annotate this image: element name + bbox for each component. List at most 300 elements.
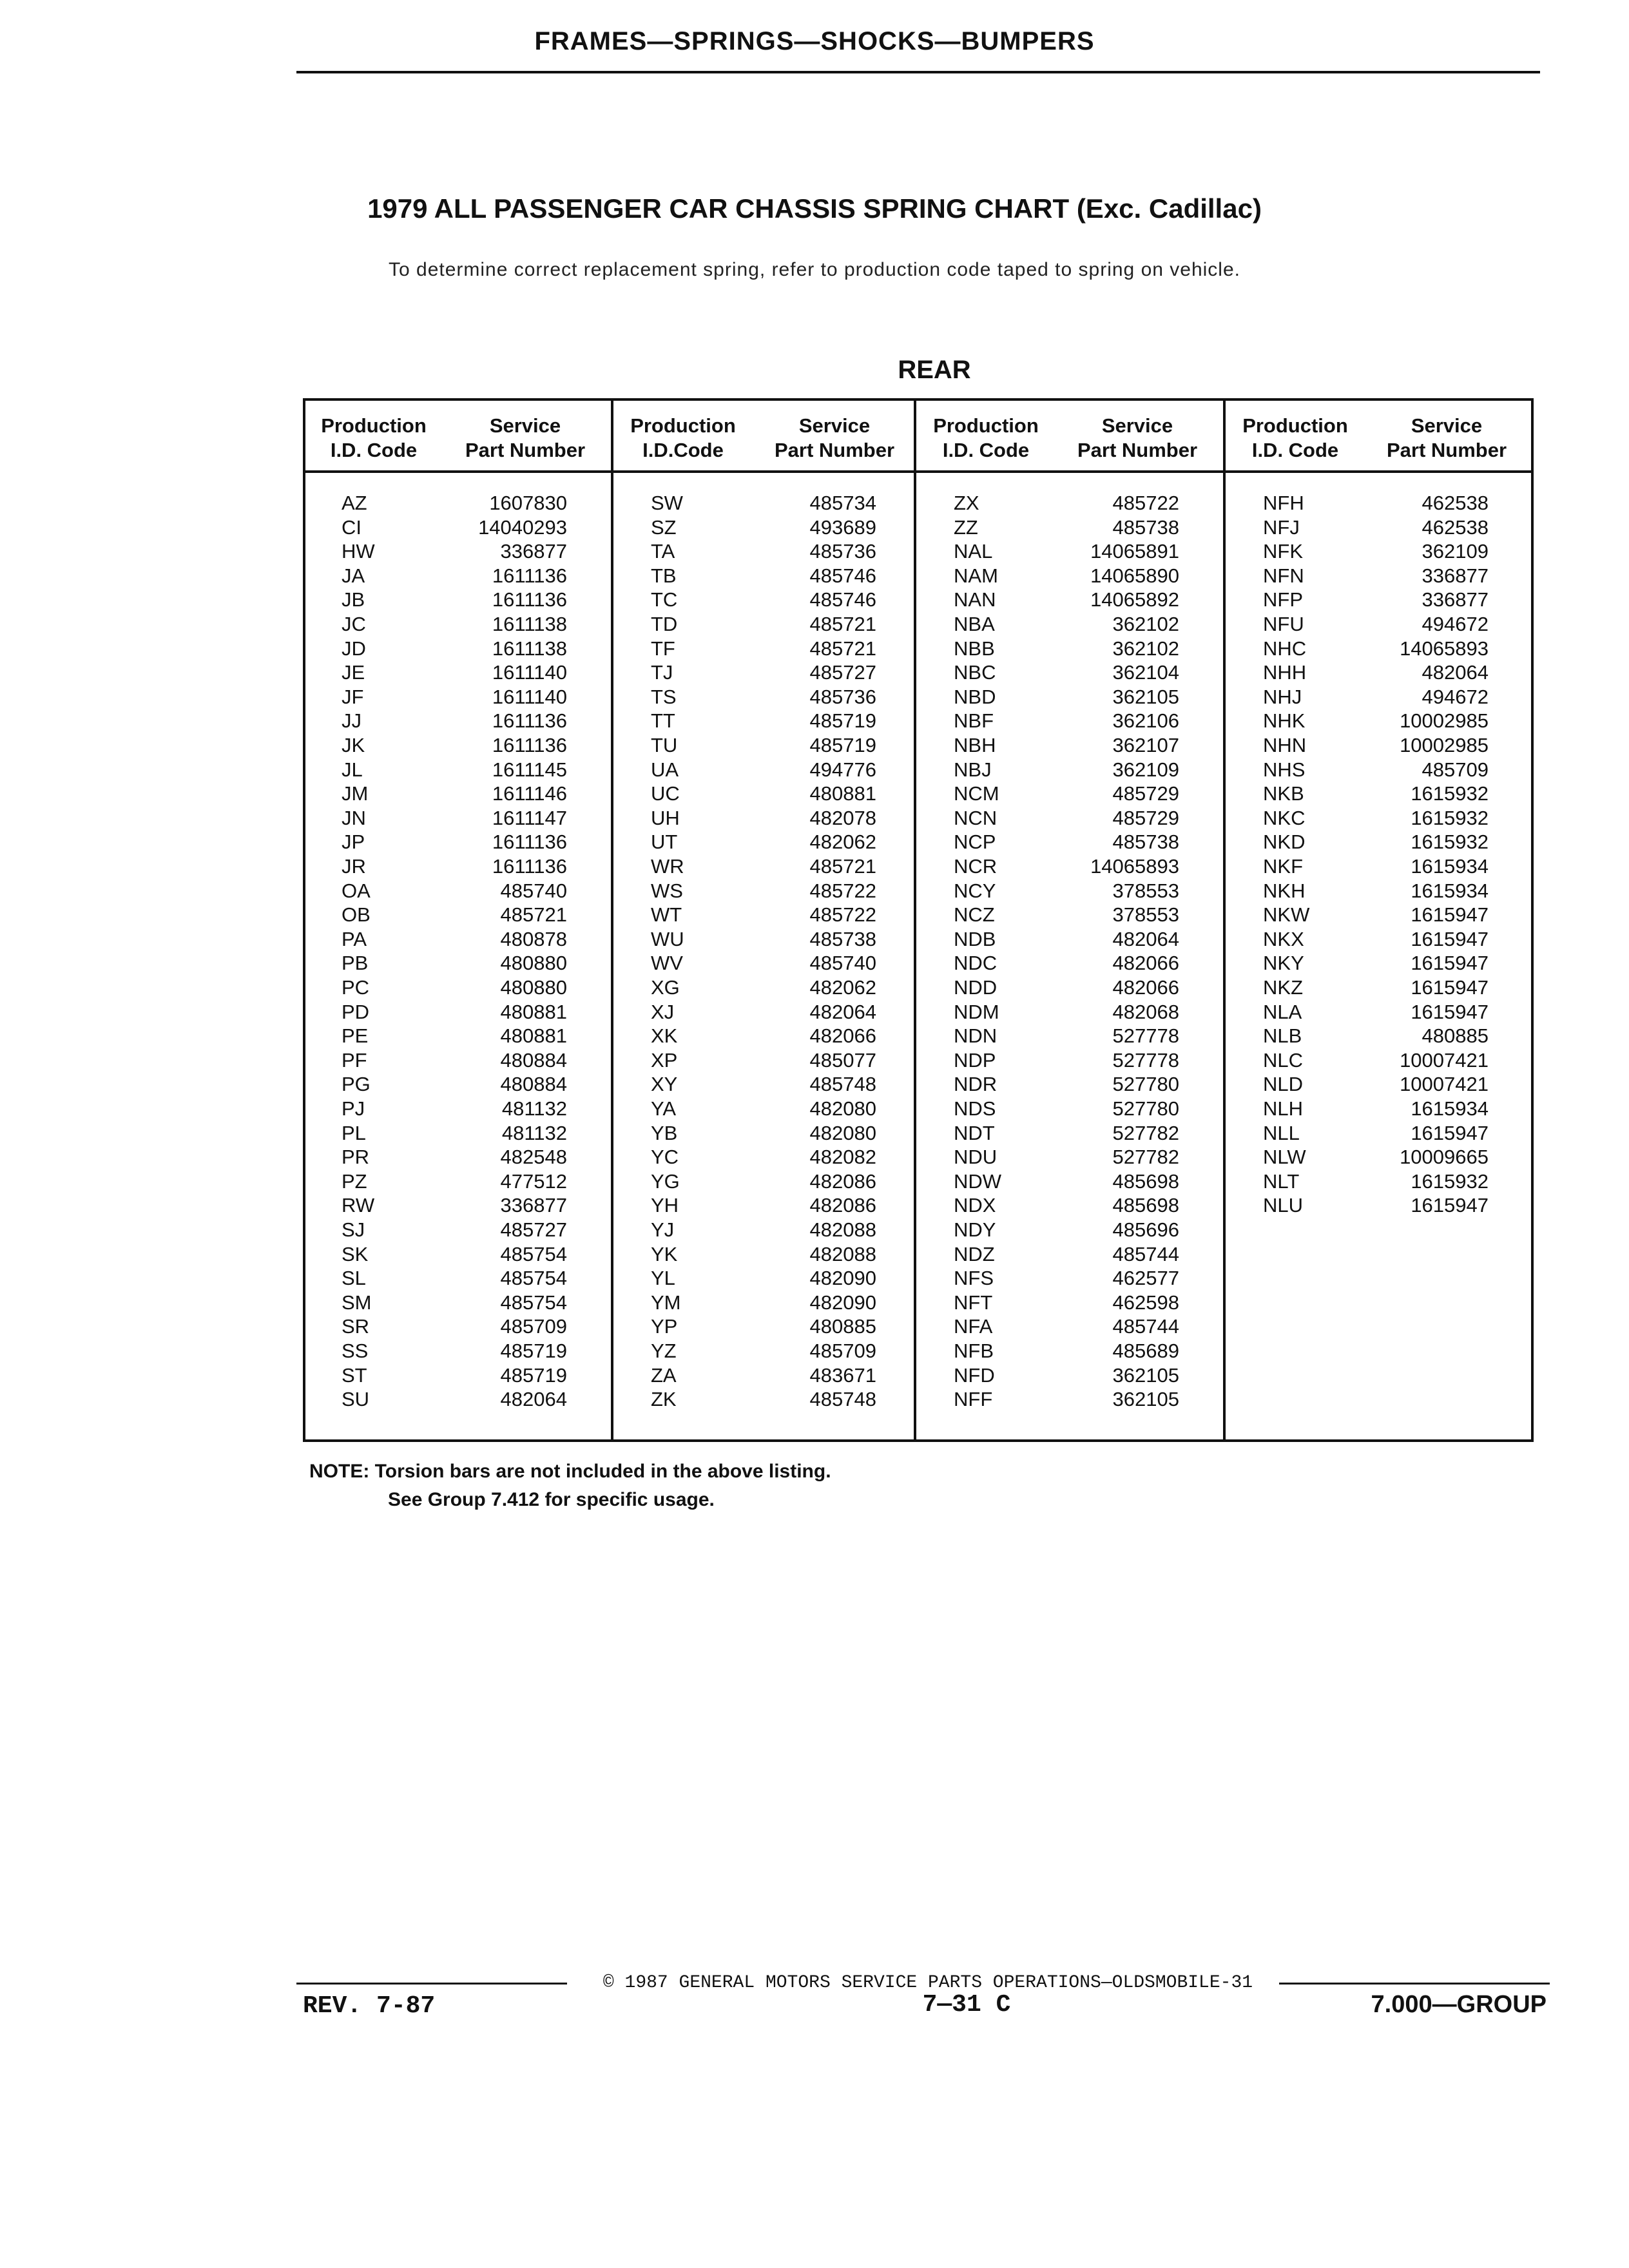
- part-number-cell: 14065891: [1090, 540, 1179, 563]
- production-code-cell: NKB: [1263, 782, 1304, 805]
- production-code-cell: NLB: [1263, 1024, 1302, 1048]
- production-code-cell: NHK: [1263, 709, 1306, 733]
- production-code-cell: NDX: [954, 1194, 996, 1217]
- production-code-cell: TF: [651, 637, 675, 660]
- part-number-cell: 485709: [500, 1315, 567, 1338]
- part-number-cell: 480878: [500, 927, 567, 950]
- part-number-cell: 1611136: [492, 734, 567, 756]
- part-number-cell: 482066: [1112, 952, 1179, 975]
- note-label: NOTE:: [309, 1461, 370, 1482]
- part-number-cell: 477512: [500, 1169, 567, 1193]
- part-number-cell: 378553: [1112, 903, 1179, 927]
- production-code-cell: SJ: [342, 1218, 365, 1241]
- part-number-cell: 485721: [809, 855, 876, 878]
- production-code-cell: XJ: [651, 1000, 675, 1023]
- part-number-cell: 378553: [1112, 879, 1179, 902]
- production-code-cell: PC: [342, 976, 370, 999]
- part-number-cell: 1611138: [492, 613, 567, 635]
- production-code-cell: WR: [651, 855, 684, 878]
- part-number-cell: 1611147: [492, 806, 567, 829]
- part-number-cell: 485736: [809, 540, 876, 563]
- production-code-cell: PA: [342, 927, 367, 950]
- production-code-cell: YM: [651, 1291, 681, 1314]
- production-code-cell: SW: [651, 492, 683, 514]
- production-code-cell: CI: [342, 515, 361, 539]
- part-number-cell: 485696: [1112, 1218, 1179, 1241]
- production-code-cell: NFB: [954, 1340, 994, 1362]
- part-number-cell: 14065893: [1400, 637, 1489, 660]
- footer-copyright: © 1987 GENERAL MOTORS SERVICE PARTS OPERATIONS—OLDSMOBILE-31: [602, 1973, 1253, 1993]
- part-number-cell: 482066: [809, 1024, 876, 1048]
- header-rule: [1224, 470, 1534, 473]
- part-number-cell: 1611136: [492, 709, 567, 733]
- part-number-cell: 482064: [1422, 661, 1489, 684]
- part-number-cell: 14065892: [1090, 588, 1179, 611]
- header-rule: [303, 470, 612, 473]
- part-number-cell: 485709: [809, 1340, 876, 1362]
- production-code-cell: JC: [342, 613, 366, 635]
- part-number-cell: 1611140: [492, 661, 567, 684]
- production-code-cell: PL: [342, 1121, 366, 1144]
- production-code-cell: YH: [651, 1194, 679, 1217]
- part-number-cell: 462598: [1112, 1291, 1179, 1314]
- production-code-cell: AZ: [342, 492, 367, 514]
- part-number-cell: 485754: [500, 1267, 567, 1290]
- production-code-cell: PD: [342, 1000, 370, 1023]
- part-number-cell: 1611136: [492, 855, 567, 878]
- production-code-cell: TJ: [651, 661, 673, 684]
- part-number-cell: 481132: [501, 1097, 567, 1120]
- production-code-cell: SL: [342, 1267, 366, 1290]
- production-code-cell: NFD: [954, 1363, 995, 1387]
- production-code-cell: NDB: [954, 927, 996, 950]
- production-code-cell: TD: [651, 613, 678, 635]
- part-number-cell: 336877: [500, 1194, 567, 1217]
- header-rule: [915, 470, 1224, 473]
- part-number-cell: 482090: [809, 1291, 876, 1314]
- part-number-cell: 480881: [500, 1024, 567, 1048]
- production-code-cell: NLT: [1263, 1169, 1300, 1193]
- production-code-cell: WT: [651, 903, 682, 927]
- part-number-cell: 485754: [500, 1242, 567, 1265]
- production-code-cell: NCY: [954, 879, 996, 902]
- part-number-cell: 482068: [1112, 1000, 1179, 1023]
- part-number-cell: 482062: [809, 976, 876, 999]
- part-number-cell: 485719: [809, 709, 876, 733]
- production-code-cell: NKH: [1263, 879, 1306, 902]
- part-number-cell: 527778: [1112, 1048, 1179, 1072]
- production-code-cell: NFP: [1263, 588, 1303, 611]
- production-code-cell: NCR: [954, 855, 998, 878]
- column-header-line: Production: [630, 414, 736, 437]
- part-number-cell: 14065893: [1090, 855, 1179, 878]
- chart-title: 1979 ALL PASSENGER CAR CHASSIS SPRING CHART (Exc. Cadillac): [367, 193, 1262, 224]
- part-number-cell: 1611140: [492, 685, 567, 708]
- part-number-cell: 527782: [1112, 1146, 1179, 1169]
- part-number-cell: 1607830: [489, 492, 567, 514]
- part-number-cell: 462577: [1112, 1267, 1179, 1290]
- production-code-cell: NDP: [954, 1048, 996, 1072]
- column-header-line: Service: [1101, 414, 1173, 437]
- column-header-line: Service: [798, 414, 871, 437]
- part-number-cell: 485744: [1112, 1315, 1179, 1338]
- part-number-cell: 1611145: [492, 758, 567, 781]
- production-code-cell: NBD: [954, 685, 996, 708]
- part-number-cell: 480885: [1422, 1024, 1489, 1048]
- production-code-cell: TT: [651, 709, 675, 733]
- production-code-cell: NAL: [954, 540, 993, 563]
- production-code-cell: SM: [342, 1291, 372, 1314]
- production-code-cell: NCZ: [954, 903, 995, 927]
- part-number-cell: 482086: [809, 1169, 876, 1193]
- production-code-cell: ZA: [651, 1363, 677, 1387]
- part-number-cell: 480885: [809, 1315, 876, 1338]
- production-code-cell: NHN: [1263, 734, 1307, 756]
- production-code-cell: YP: [651, 1315, 678, 1338]
- column-header-line: Production: [321, 414, 427, 437]
- production-code-cell: JA: [342, 564, 365, 587]
- production-code-cell: PB: [342, 952, 369, 975]
- part-number-cell: 1615934: [1411, 1097, 1489, 1120]
- production-code-cell: UC: [651, 782, 680, 805]
- production-code-cell: ZX: [954, 492, 979, 514]
- column-divider: [611, 398, 613, 1442]
- production-code-cell: UT: [651, 831, 678, 854]
- production-code-cell: PE: [342, 1024, 369, 1048]
- column-header-line: Production: [933, 414, 1039, 437]
- part-number-cell: 485698: [1112, 1169, 1179, 1193]
- part-number-cell: 10007421: [1400, 1048, 1489, 1072]
- part-number-cell: 362104: [1112, 661, 1179, 684]
- production-code-cell: NDN: [954, 1024, 998, 1048]
- column-header-production-code: [921, 414, 1050, 463]
- production-code-cell: RW: [342, 1194, 375, 1217]
- part-number-cell: 1615947: [1411, 1121, 1489, 1144]
- production-code-cell: NLH: [1263, 1097, 1304, 1120]
- production-code-cell: SU: [342, 1388, 370, 1411]
- part-number-cell: 1611146: [492, 782, 567, 805]
- part-number-cell: 336877: [500, 540, 567, 563]
- part-number-cell: 362105: [1112, 1388, 1179, 1411]
- part-number-cell: 1611136: [492, 564, 567, 587]
- production-code-cell: NLW: [1263, 1146, 1306, 1169]
- part-number-cell: 482082: [809, 1146, 876, 1169]
- production-code-cell: TB: [651, 564, 677, 587]
- production-code-cell: JE: [342, 661, 365, 684]
- part-number-cell: 10007421: [1400, 1073, 1489, 1096]
- column-header-line: Service: [489, 414, 561, 437]
- footer-group: 7.000—GROUP: [1371, 1991, 1547, 2018]
- production-code-cell: SR: [342, 1315, 370, 1338]
- column-header-line: Part Number: [774, 439, 895, 461]
- part-number-cell: 485744: [1112, 1242, 1179, 1265]
- column-header-production-code: [1231, 414, 1360, 463]
- column-header-line: Part Number: [1386, 439, 1507, 461]
- production-code-cell: NFS: [954, 1267, 994, 1290]
- part-number-cell: 14040293: [478, 515, 567, 539]
- production-code-cell: NFA: [954, 1315, 993, 1338]
- part-number-cell: 494672: [1422, 685, 1489, 708]
- production-code-cell: NDU: [954, 1146, 998, 1169]
- production-code-cell: WV: [651, 952, 683, 975]
- part-number-cell: 482090: [809, 1267, 876, 1290]
- part-number-cell: 485738: [809, 927, 876, 950]
- part-number-cell: 1615934: [1411, 855, 1489, 878]
- footer-page-number: 7—31 C: [922, 1991, 1011, 2019]
- production-code-cell: NBJ: [954, 758, 992, 781]
- part-number-cell: 362109: [1112, 758, 1179, 781]
- part-number-cell: 485748: [809, 1073, 876, 1096]
- production-code-cell: NDC: [954, 952, 998, 975]
- column-divider: [1223, 398, 1226, 1442]
- production-code-cell: OB: [342, 903, 371, 927]
- footer-revision: REV. 7-87: [303, 1992, 436, 2020]
- part-number-cell: 485740: [500, 879, 567, 902]
- production-code-cell: SS: [342, 1340, 369, 1362]
- part-number-cell: 483671: [809, 1363, 876, 1387]
- part-number-cell: 485689: [1112, 1340, 1179, 1362]
- production-code-cell: NLD: [1263, 1073, 1304, 1096]
- production-code-cell: NDD: [954, 976, 998, 999]
- production-code-cell: NHJ: [1263, 685, 1302, 708]
- production-code-cell: NHS: [1263, 758, 1306, 781]
- production-code-cell: NBH: [954, 734, 996, 756]
- production-code-cell: NDS: [954, 1097, 996, 1120]
- production-code-cell: NFJ: [1263, 515, 1300, 539]
- production-code-cell: UA: [651, 758, 679, 781]
- part-number-cell: 480880: [500, 976, 567, 999]
- part-number-cell: 481132: [501, 1121, 567, 1144]
- part-number-cell: 485748: [809, 1388, 876, 1411]
- column-divider: [914, 398, 916, 1442]
- part-number-cell: 362109: [1422, 540, 1489, 563]
- part-number-cell: 1615934: [1411, 879, 1489, 902]
- production-code-cell: ST: [342, 1363, 367, 1387]
- production-code-cell: PZ: [342, 1169, 367, 1193]
- column-header-line: I.D. Code: [942, 439, 1030, 461]
- part-number-cell: 485736: [809, 685, 876, 708]
- production-code-cell: NDW: [954, 1169, 1002, 1193]
- part-number-cell: 527778: [1112, 1024, 1179, 1048]
- production-code-cell: NCM: [954, 782, 999, 805]
- production-code-cell: NFF: [954, 1388, 993, 1411]
- part-number-cell: 485722: [809, 879, 876, 902]
- production-code-cell: NDZ: [954, 1242, 995, 1265]
- production-code-cell: JB: [342, 588, 365, 611]
- production-code-cell: SZ: [651, 515, 677, 539]
- part-number-cell: 10002985: [1400, 734, 1489, 756]
- header-divider: [296, 71, 1540, 73]
- production-code-cell: NFN: [1263, 564, 1304, 587]
- production-code-cell: NBC: [954, 661, 996, 684]
- part-number-cell: 485727: [500, 1218, 567, 1241]
- part-number-cell: 462538: [1422, 515, 1489, 539]
- production-code-cell: JD: [342, 637, 366, 660]
- part-number-cell: 10002985: [1400, 709, 1489, 733]
- production-code-cell: PF: [342, 1048, 367, 1072]
- column-header-line: I.D.Code: [642, 439, 724, 461]
- production-code-cell: NBF: [954, 709, 994, 733]
- chart-instructions: To determine correct replacement spring, refer to production code taped to spring on vehicle.: [388, 259, 1240, 280]
- part-number-cell: 1615932: [1411, 831, 1489, 854]
- production-code-cell: UH: [651, 806, 680, 829]
- part-number-cell: 485738: [1112, 515, 1179, 539]
- part-number-cell: 1611138: [492, 637, 567, 660]
- production-code-cell: JM: [342, 782, 369, 805]
- column-header-service-part: [1366, 414, 1527, 463]
- production-code-cell: JJ: [342, 709, 361, 733]
- part-number-cell: 494672: [1422, 613, 1489, 635]
- production-code-cell: JK: [342, 734, 365, 756]
- part-number-cell: 480881: [809, 782, 876, 805]
- part-number-cell: 482064: [809, 1000, 876, 1023]
- production-code-cell: NFH: [1263, 492, 1304, 514]
- part-number-cell: 527782: [1112, 1121, 1179, 1144]
- part-number-cell: 336877: [1422, 564, 1489, 587]
- note-line-2: See Group 7.412 for specific usage.: [388, 1489, 715, 1510]
- production-code-cell: TC: [651, 588, 678, 611]
- production-code-cell: TA: [651, 540, 675, 563]
- part-number-cell: 485729: [1112, 806, 1179, 829]
- part-number-cell: 482062: [809, 831, 876, 854]
- column-header-line: Part Number: [465, 439, 586, 461]
- part-number-cell: 480880: [500, 952, 567, 975]
- production-code-cell: NLA: [1263, 1000, 1302, 1023]
- note-line-1: Torsion bars are not included in the above listing.: [374, 1461, 831, 1482]
- production-code-cell: XK: [651, 1024, 678, 1048]
- production-code-cell: XY: [651, 1073, 678, 1096]
- part-number-cell: 1615947: [1411, 1194, 1489, 1217]
- part-number-cell: 482080: [809, 1097, 876, 1120]
- part-number-cell: 480881: [500, 1000, 567, 1023]
- production-code-cell: NHC: [1263, 637, 1307, 660]
- part-number-cell: 482086: [809, 1194, 876, 1217]
- production-code-cell: NFK: [1263, 540, 1303, 563]
- part-number-cell: 1615947: [1411, 952, 1489, 975]
- part-number-cell: 14065890: [1090, 564, 1179, 587]
- page-header-title: FRAMES—SPRINGS—SHOCKS—BUMPERS: [534, 27, 1095, 55]
- production-code-cell: YK: [651, 1242, 678, 1265]
- column-header-line: Service: [1411, 414, 1483, 437]
- production-code-cell: NBB: [954, 637, 995, 660]
- production-code-cell: NFT: [954, 1291, 993, 1314]
- production-code-cell: NLU: [1263, 1194, 1304, 1217]
- production-code-cell: YL: [651, 1267, 675, 1290]
- part-number-cell: 1615947: [1411, 903, 1489, 927]
- part-number-cell: 1615932: [1411, 1169, 1489, 1193]
- part-number-cell: 485719: [500, 1363, 567, 1387]
- part-number-cell: 1615947: [1411, 927, 1489, 950]
- part-number-cell: 482064: [500, 1388, 567, 1411]
- part-number-cell: 362105: [1112, 685, 1179, 708]
- part-number-cell: 485729: [1112, 782, 1179, 805]
- production-code-cell: NKY: [1263, 952, 1304, 975]
- production-code-cell: OA: [342, 879, 371, 902]
- part-number-cell: 527780: [1112, 1073, 1179, 1096]
- part-number-cell: 493689: [809, 515, 876, 539]
- production-code-cell: SK: [342, 1242, 369, 1265]
- production-code-cell: NKF: [1263, 855, 1303, 878]
- production-code-cell: NCN: [954, 806, 998, 829]
- part-number-cell: 485719: [500, 1340, 567, 1362]
- production-code-cell: PG: [342, 1073, 371, 1096]
- part-number-cell: 485734: [809, 492, 876, 514]
- part-number-cell: 485738: [1112, 831, 1179, 854]
- part-number-cell: 336877: [1422, 588, 1489, 611]
- production-code-cell: NCP: [954, 831, 996, 854]
- part-number-cell: 480884: [500, 1073, 567, 1096]
- part-number-cell: 1615947: [1411, 1000, 1489, 1023]
- part-number-cell: 482064: [1112, 927, 1179, 950]
- production-code-cell: NFU: [1263, 613, 1304, 635]
- part-number-cell: 1611136: [492, 588, 567, 611]
- part-number-cell: 1615947: [1411, 976, 1489, 999]
- production-code-cell: TU: [651, 734, 678, 756]
- part-number-cell: 10009665: [1400, 1146, 1489, 1169]
- column-header-line: Production: [1242, 414, 1348, 437]
- production-code-cell: YJ: [651, 1218, 675, 1241]
- part-number-cell: 482088: [809, 1218, 876, 1241]
- column-header-line: I.D. Code: [1251, 439, 1339, 461]
- column-header-production-code: [619, 414, 747, 463]
- production-code-cell: WS: [651, 879, 683, 902]
- part-number-cell: 1615932: [1411, 806, 1489, 829]
- production-code-cell: JP: [342, 831, 365, 854]
- part-number-cell: 527780: [1112, 1097, 1179, 1120]
- production-code-cell: XG: [651, 976, 680, 999]
- part-number-cell: 462538: [1422, 492, 1489, 514]
- production-code-cell: NLL: [1263, 1121, 1300, 1144]
- part-number-cell: 485727: [809, 661, 876, 684]
- production-code-cell: XP: [651, 1048, 678, 1072]
- part-number-cell: 485721: [809, 613, 876, 635]
- production-code-cell: NBA: [954, 613, 995, 635]
- column-header-line: I.D. Code: [330, 439, 418, 461]
- production-code-cell: NKZ: [1263, 976, 1303, 999]
- part-number-cell: 485746: [809, 564, 876, 587]
- part-number-cell: 362107: [1112, 734, 1179, 756]
- production-code-cell: JL: [342, 758, 363, 781]
- part-number-cell: 485709: [1422, 758, 1489, 781]
- production-code-cell: NKW: [1263, 903, 1310, 927]
- production-code-cell: NAM: [954, 564, 998, 587]
- part-number-cell: 494776: [809, 758, 876, 781]
- part-number-cell: 482078: [809, 806, 876, 829]
- production-code-cell: HW: [342, 540, 375, 563]
- part-number-cell: 1611136: [492, 831, 567, 854]
- production-code-cell: WU: [651, 927, 684, 950]
- production-code-cell: YG: [651, 1169, 680, 1193]
- production-code-cell: JR: [342, 855, 366, 878]
- column-header-service-part: [1057, 414, 1218, 463]
- production-code-cell: JN: [342, 806, 366, 829]
- production-code-cell: NKD: [1263, 831, 1306, 854]
- production-code-cell: NDM: [954, 1000, 999, 1023]
- production-code-cell: YZ: [651, 1340, 677, 1362]
- production-code-cell: NDR: [954, 1073, 998, 1096]
- part-number-cell: 485721: [809, 637, 876, 660]
- part-number-cell: 485721: [500, 903, 567, 927]
- column-header-line: Part Number: [1077, 439, 1198, 461]
- production-code-cell: NHH: [1263, 661, 1307, 684]
- section-label-rear: REAR: [898, 356, 971, 384]
- part-number-cell: 482080: [809, 1121, 876, 1144]
- table-note: [309, 1457, 831, 1514]
- production-code-cell: PJ: [342, 1097, 365, 1120]
- part-number-cell: 482088: [809, 1242, 876, 1265]
- production-code-cell: PR: [342, 1146, 370, 1169]
- part-number-cell: 485722: [1112, 492, 1179, 514]
